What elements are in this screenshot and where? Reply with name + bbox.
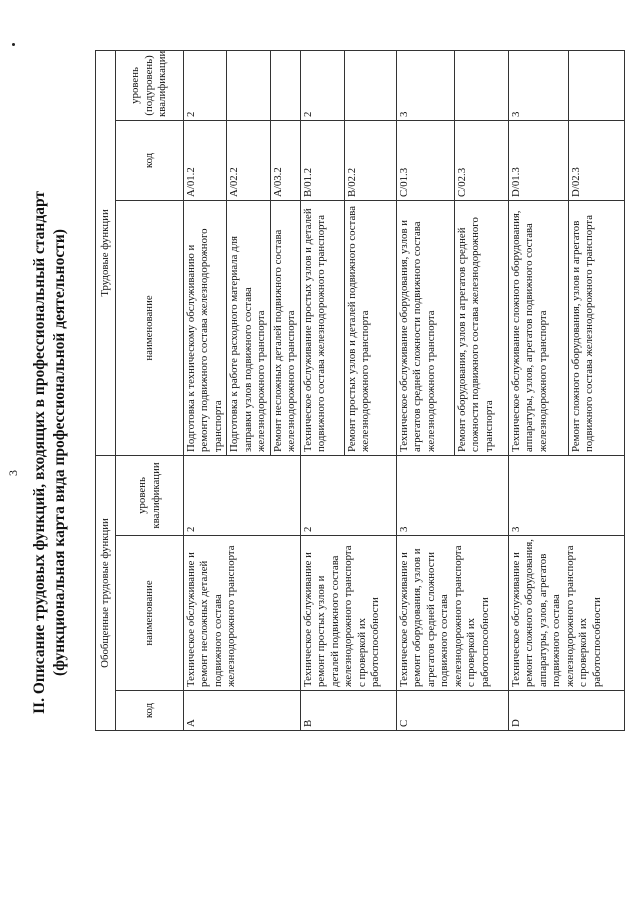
generalized-name: Техническое обслуживание и ремонт оборудования, узлов и агрегатов средней сложности подвижного состава железнодорожного транспорта с проверкой их работоспособности xyxy=(396,536,508,691)
table-row xyxy=(184,50,227,730)
function-code: D/01.3 xyxy=(508,120,568,200)
function-level: 3 xyxy=(508,50,568,120)
function-level: 2 xyxy=(300,50,344,120)
function-level xyxy=(344,50,396,120)
function-name: Техническое обслуживание оборудования, узлов и агрегатов средней сложности подвижного состава железнодорожного транспорта xyxy=(396,200,454,455)
function-code: B/02.2 xyxy=(344,120,396,200)
generalized-level: 2 xyxy=(184,455,301,535)
generalized-code: A xyxy=(184,691,301,731)
generalized-name: Техническое обслуживание и ремонт несложных деталей подвижного состава железнодорожного транспорта xyxy=(184,536,301,691)
function-level xyxy=(227,50,270,120)
function-level: 3 xyxy=(396,50,454,120)
function-name: Ремонт несложных деталей подвижного состава железнодорожного транспорта xyxy=(270,200,300,455)
generalized-level: 2 xyxy=(300,455,396,535)
function-name: Техническое обслуживание сложного оборудования, аппаратуры, узлов, агрегатов подвижного состава железнодорожного транспорта xyxy=(508,200,568,455)
header-sublevel: уровень (подуровень) квалификации xyxy=(116,50,184,120)
header-gcode: код xyxy=(116,691,184,731)
header-functions: Трудовые функции xyxy=(96,50,116,455)
generalized-level: 3 xyxy=(396,455,508,535)
header-generalized: Обобщенные трудовые функции xyxy=(96,455,116,730)
page-number: 3 xyxy=(6,470,20,476)
generalized-code: C xyxy=(396,691,508,731)
header-glevel: уровень квалификации xyxy=(116,455,184,535)
section-title: II. Описание трудовых функций, входящих в профессиональный стандарт xyxy=(31,191,48,714)
functional-map-table xyxy=(95,50,625,731)
section-subtitle: (функциональная карта вида профессиональной деятельности) xyxy=(51,229,68,676)
table-row xyxy=(508,50,568,730)
function-name: Техническое обслуживание простых узлов и деталей подвижного состава железнодорожного транспорта xyxy=(300,200,344,455)
generalized-code: D xyxy=(508,691,624,731)
function-name: Ремонт сложного оборудования, узлов и агрегатов подвижного состава железнодорожного транспорта xyxy=(568,200,624,455)
table-row xyxy=(300,50,344,730)
function-code: D/02.3 xyxy=(568,120,624,200)
function-level xyxy=(454,50,508,120)
table-body xyxy=(184,50,625,730)
function-name: Ремонт простых узлов и деталей подвижного состава железнодорожного транспорта xyxy=(344,200,396,455)
function-code: C/01.3 xyxy=(396,120,454,200)
function-code: A/01.2 xyxy=(184,120,227,200)
generalized-code: B xyxy=(300,691,396,731)
function-code: A/03.2 xyxy=(270,120,300,200)
function-level xyxy=(568,50,624,120)
header-fcode: код xyxy=(116,120,184,200)
header-gname: наименование xyxy=(116,536,184,691)
generalized-level: 3 xyxy=(508,455,624,535)
table-row xyxy=(396,50,454,730)
generalized-name: Техническое обслуживание и ремонт сложного оборудования, аппаратуры, узлов, агрегатов подвижного состава железнодорожного транспорта с проверкой их работоспособности xyxy=(508,536,624,691)
function-code: C/02.3 xyxy=(454,120,508,200)
function-level: 2 xyxy=(184,50,227,120)
header-fname: наименование xyxy=(116,200,184,455)
function-name: Подготовка к работе расходного материала для заправки узлов подвижного состава железнодорожного транспорта xyxy=(227,200,270,455)
function-level xyxy=(270,50,300,120)
function-name: Ремонт оборудования, узлов и агрегатов средней сложности подвижного состава железнодорожного транспорта xyxy=(454,200,508,455)
function-code: A/02.2 xyxy=(227,120,270,200)
function-code: B/01.2 xyxy=(300,120,344,200)
generalized-name: Техническое обслуживание и ремонт простых узлов и деталей подвижного состава железнодорожного транспорта с проверкой их работоспособности xyxy=(300,536,396,691)
function-name: Подготовка к техническому обслуживанию и ремонту подвижного состава железнодорожного транспорта xyxy=(184,200,227,455)
